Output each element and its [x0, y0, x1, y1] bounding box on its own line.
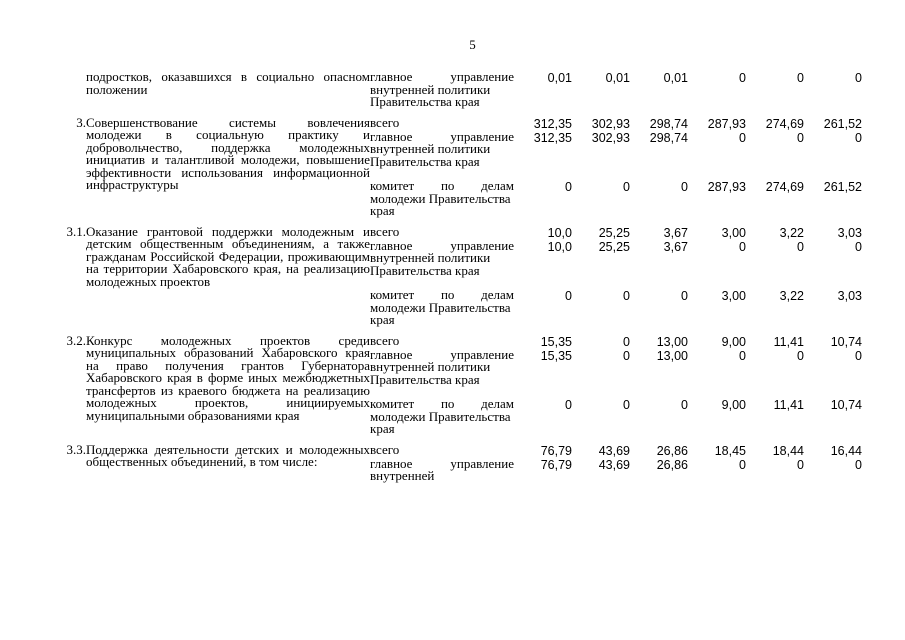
value-cell: 298,74 [649, 116, 688, 131]
value-cell: 0 [681, 398, 688, 412]
value-cell: 0 [855, 130, 862, 145]
value-cell: 0 [855, 239, 862, 254]
responsible-executor [370, 346, 514, 399]
responsible-first-line: главное управление [370, 346, 514, 362]
value-cell: 3,00 [721, 289, 746, 303]
value-cell: 0 [565, 289, 572, 303]
value-cell: 76,79 [540, 457, 572, 472]
value-cell: 0 [855, 457, 862, 472]
responsible-executor [370, 455, 514, 483]
value-cell: 10,74 [830, 398, 862, 412]
row-description: Совершенствование системы вовлечения молодежи в социальную практику и добровольчество, поддержка молодежных инициатив и талантливой молодежи, повышение эффективности использования информационной инфраструктуры [86, 114, 370, 192]
budget-table [52, 71, 862, 483]
value-cell: 3,03 [837, 289, 862, 303]
value-cell: 0 [623, 334, 630, 349]
value-cell: 25,25 [598, 239, 630, 254]
value-cell: 3,22 [779, 289, 804, 303]
value-cell: 261,52 [823, 180, 862, 194]
row-number: 3.1. [66, 223, 86, 239]
value-cell: 18,45 [714, 443, 746, 458]
responsible-rest: молодежи Правительства края [370, 190, 511, 218]
row-number: 3.2. [66, 332, 86, 348]
value-cell: 0 [623, 180, 630, 194]
value-cell: 261,52 [823, 116, 862, 131]
responsible-executor [370, 180, 514, 218]
responsible-executor [370, 71, 514, 109]
value-cell: 0,01 [547, 71, 572, 85]
responsible-executor [370, 398, 514, 436]
value-cell: 0 [739, 348, 746, 363]
value-cell: 0 [623, 289, 630, 303]
value-cell: 76,79 [540, 443, 572, 458]
responsible-first-line: главное управление [370, 128, 514, 144]
responsible-rest: внутренней политики Правительства края [370, 81, 491, 109]
responsible-first-line: всего [370, 441, 400, 457]
table-row [52, 71, 862, 109]
value-cell: 13,00 [656, 334, 688, 349]
responsible-first-line: главное управление [370, 237, 514, 253]
responsible-first-line: главное управление [370, 455, 514, 471]
value-cell: 0 [855, 71, 862, 85]
value-cell: 10,0 [547, 239, 572, 254]
value-cell: 3,03 [837, 225, 862, 240]
value-cell: 312,35 [533, 130, 572, 145]
responsible-first-line: главное управление [370, 69, 514, 84]
value-cell: 0,01 [663, 71, 688, 85]
value-cell: 43,69 [598, 457, 630, 472]
value-cell: 0 [623, 348, 630, 363]
value-cell: 287,93 [707, 180, 746, 194]
value-cell: 0 [797, 71, 804, 85]
value-cell: 25,25 [598, 225, 630, 240]
page-number: 5 [469, 37, 476, 52]
value-cell: 11,41 [773, 398, 804, 412]
row-number: 3.3. [66, 441, 86, 457]
value-cell: 15,35 [540, 348, 572, 363]
value-cell: 9,00 [721, 334, 746, 349]
row-number: 3. [76, 114, 86, 130]
table-body [52, 71, 862, 483]
value-cell: 0 [623, 398, 630, 412]
responsible-first-line: всего [370, 114, 400, 130]
value-cell: 43,69 [598, 443, 630, 458]
value-cell: 0 [565, 398, 572, 412]
responsible-first-line: всего [370, 332, 400, 348]
value-cell: 10,74 [830, 334, 862, 349]
responsible-first-line: комитет по делам [370, 287, 514, 302]
value-cell: 3,67 [663, 225, 688, 240]
value-cell: 0 [681, 180, 688, 194]
value-cell: 298,74 [649, 130, 688, 145]
row-description: Поддержка деятельности детских и молодежных общественных объединений, в том числе: [86, 441, 370, 469]
responsible-rest: внутренней политики Правительства края [370, 141, 491, 169]
responsible-executor [370, 237, 514, 290]
value-cell: 274,69 [765, 180, 804, 194]
value-cell: 274,69 [765, 116, 804, 131]
responsible-executor [370, 289, 514, 327]
value-cell: 3,22 [779, 225, 804, 240]
responsible-executor [370, 128, 514, 181]
value-cell: 0 [739, 457, 746, 472]
value-cell: 0 [797, 239, 804, 254]
responsible-rest: внутренней политики Правительства края [370, 250, 491, 278]
value-cell: 0 [681, 289, 688, 303]
value-cell: 3,67 [663, 239, 688, 254]
responsible-rest: внутренней [370, 468, 435, 483]
value-cell: 26,86 [656, 457, 688, 472]
responsible-first-line: всего [370, 223, 400, 239]
value-cell: 16,44 [830, 443, 862, 458]
value-cell: 18,44 [772, 443, 804, 458]
row-description: подростков, оказавшихся в социально опасном положении [86, 69, 370, 97]
row-description: Конкурс молодежных проектов среди муниципальных образований Хабаровского края на право получения грантов Губернатора Хабаровского края в форме иных межбюджетных трансфертов из краевого бюджета на реализацию молодежных проектов, инициируемых муниципальными образованиями края [86, 332, 370, 423]
value-cell: 15,35 [540, 334, 572, 349]
value-cell: 0 [855, 348, 862, 363]
value-cell: 0 [797, 130, 804, 145]
value-cell: 0 [797, 457, 804, 472]
responsible-rest: внутренней политики Правительства края [370, 359, 491, 387]
value-cell: 0 [739, 71, 746, 85]
row-description: Оказание грантовой поддержки молодежным и детским общественным объединениям, а также гражданам Российской Федерации, проживающим на территории Хабаровского края, на реализацию молодежных проектов [86, 223, 370, 289]
responsible-rest: молодежи Правительства края [370, 299, 511, 327]
value-cell: 312,35 [533, 116, 572, 131]
value-cell: 302,93 [591, 130, 630, 145]
responsible-rest: молодежи Правительства края [370, 408, 511, 436]
value-cell: 0 [739, 130, 746, 145]
value-cell: 0,01 [605, 71, 630, 85]
value-cell: 0 [739, 239, 746, 254]
value-cell: 9,00 [721, 398, 746, 412]
value-cell: 0 [797, 348, 804, 363]
value-cell: 287,93 [707, 116, 746, 131]
value-cell: 302,93 [591, 116, 630, 131]
responsible-first-line: комитет по делам [370, 396, 514, 411]
value-cell: 13,00 [656, 348, 688, 363]
value-cell: 0 [565, 180, 572, 194]
responsible-first-line: комитет по делам [370, 178, 514, 193]
value-cell: 10,0 [547, 225, 572, 240]
value-cell: 26,86 [656, 443, 688, 458]
value-cell: 3,00 [721, 225, 746, 240]
value-cell: 11,41 [773, 334, 804, 349]
row-number [52, 71, 86, 109]
